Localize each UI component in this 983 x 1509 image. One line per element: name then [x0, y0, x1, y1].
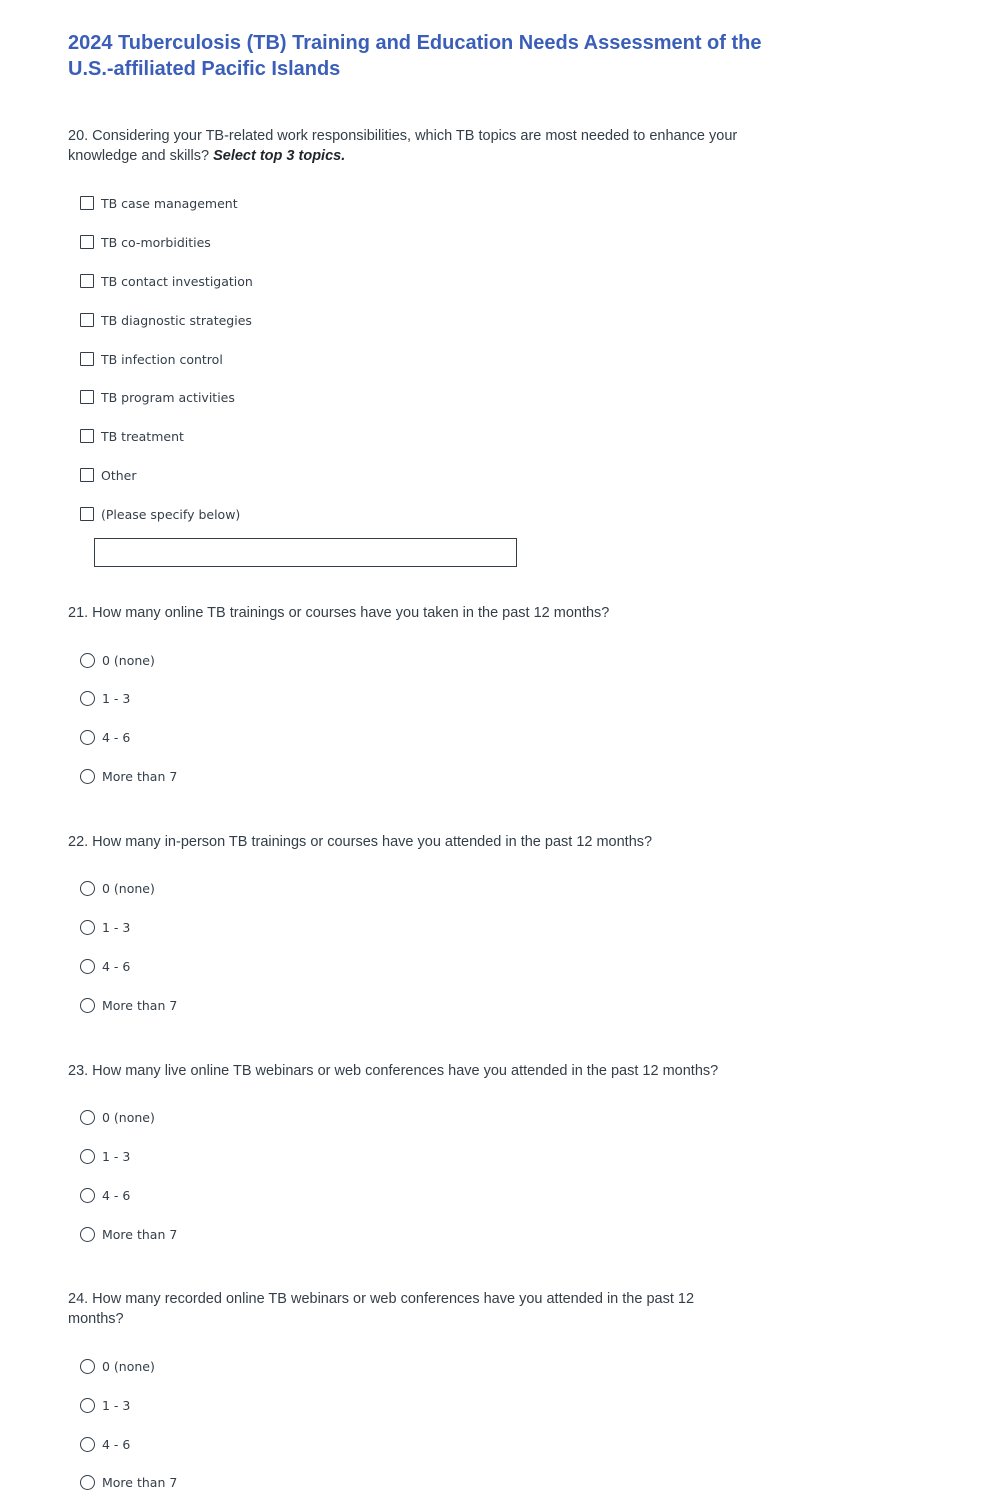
- option-label: TB contact investigation: [101, 273, 253, 289]
- option-label: More than 7: [102, 1474, 178, 1490]
- option-label: TB case management: [101, 195, 238, 211]
- radio-button[interactable]: [80, 769, 95, 784]
- q24-option-4-6[interactable]: [80, 1435, 130, 1453]
- option-label: TB diagnostic strategies: [101, 312, 252, 328]
- option-label: TB infection control: [101, 351, 223, 367]
- radio-button[interactable]: [80, 998, 95, 1013]
- radio-button[interactable]: [80, 1149, 95, 1164]
- radio-button[interactable]: [80, 920, 95, 935]
- q20-option-other[interactable]: [80, 466, 137, 484]
- option-label: 1 - 3: [102, 1148, 131, 1164]
- survey-title-line-1: 2024 Tuberculosis (TB) Training and Education Needs Assessment of the: [68, 32, 762, 54]
- option-label: 1 - 3: [102, 690, 131, 706]
- q24-option-none[interactable]: [80, 1357, 155, 1375]
- option-label: 0 (none): [102, 1358, 155, 1374]
- question-21: [68, 603, 768, 623]
- radio-button[interactable]: [80, 691, 95, 706]
- option-label: 1 - 3: [102, 1397, 131, 1413]
- checkbox[interactable]: [80, 274, 94, 288]
- radio-button[interactable]: [80, 730, 95, 745]
- radio-button[interactable]: [80, 1398, 95, 1413]
- q20-option-please-specify[interactable]: [80, 505, 240, 523]
- q22-option-4-6[interactable]: [80, 957, 130, 975]
- option-label: 0 (none): [102, 880, 155, 896]
- option-label: (Please specify below): [101, 506, 241, 522]
- question-20: [68, 126, 768, 166]
- question-23: [68, 1061, 788, 1081]
- checkbox[interactable]: [80, 507, 94, 521]
- q22-option-none[interactable]: [80, 879, 155, 897]
- radio-button[interactable]: [80, 959, 95, 974]
- radio-button[interactable]: [80, 1188, 95, 1203]
- q21-option-4-6[interactable]: [80, 728, 130, 746]
- option-label: 4 - 6: [102, 958, 131, 974]
- question-23-text: 23. How many live online TB webinars or web conferences have you attended in the past 12 months?: [68, 1063, 719, 1079]
- option-label: TB program activities: [101, 389, 235, 405]
- checkbox[interactable]: [80, 235, 94, 249]
- q20-option-diagnostic-strategies[interactable]: [80, 311, 252, 329]
- survey-title-line-2: U.S.-affiliated Pacific Islands: [68, 58, 341, 80]
- q22-option-more-than-7[interactable]: [80, 996, 177, 1014]
- q24-option-1-3[interactable]: [80, 1396, 130, 1414]
- checkbox[interactable]: [80, 313, 94, 327]
- q20-option-co-morbidities[interactable]: [80, 233, 211, 251]
- option-label: More than 7: [102, 997, 178, 1013]
- option-label: Other: [101, 467, 137, 483]
- q20-option-treatment[interactable]: [80, 427, 184, 445]
- option-label: TB treatment: [101, 428, 184, 444]
- option-label: More than 7: [102, 1226, 178, 1242]
- q21-option-1-3[interactable]: [80, 689, 130, 707]
- checkbox[interactable]: [80, 196, 94, 210]
- q22-option-1-3[interactable]: [80, 918, 130, 936]
- q23-option-1-3[interactable]: [80, 1147, 130, 1165]
- question-21-text: 21. How many online TB trainings or courses have you taken in the past 12 months?: [68, 605, 610, 621]
- option-label: 1 - 3: [102, 919, 131, 935]
- question-22: [68, 832, 768, 852]
- q20-option-contact-investigation[interactable]: [80, 272, 253, 290]
- question-20-text: 20. Considering your TB-related work responsibilities, which TB topics are most needed to enhance your knowledge and skills?: [68, 128, 738, 164]
- option-label: 0 (none): [102, 1109, 155, 1125]
- checkbox[interactable]: [80, 352, 94, 366]
- q23-option-more-than-7[interactable]: [80, 1225, 177, 1243]
- q20-other-specify-input[interactable]: [94, 538, 517, 567]
- q21-option-more-than-7[interactable]: [80, 767, 177, 785]
- radio-button[interactable]: [80, 1110, 95, 1125]
- option-label: 0 (none): [102, 652, 155, 668]
- q21-option-none[interactable]: [80, 651, 155, 669]
- question-22-text: 22. How many in-person TB trainings or courses have you attended in the past 12 months?: [68, 834, 653, 850]
- q20-option-program-activities[interactable]: [80, 388, 235, 406]
- option-label: More than 7: [102, 768, 178, 784]
- radio-button[interactable]: [80, 1227, 95, 1242]
- q24-option-more-than-7[interactable]: [80, 1473, 177, 1491]
- checkbox[interactable]: [80, 468, 94, 482]
- option-label: 4 - 6: [102, 729, 131, 745]
- q20-option-case-management[interactable]: [80, 194, 238, 212]
- question-24-text: 24. How many recorded online TB webinars or web conferences have you attended in the past 12 months?: [68, 1291, 695, 1327]
- question-20-instruction: Select top 3 topics.: [213, 148, 346, 164]
- survey-title: [68, 30, 788, 82]
- radio-button[interactable]: [80, 653, 95, 668]
- option-label: 4 - 6: [102, 1436, 131, 1452]
- question-24: [68, 1289, 748, 1329]
- checkbox[interactable]: [80, 390, 94, 404]
- radio-button[interactable]: [80, 1437, 95, 1452]
- option-label: 4 - 6: [102, 1187, 131, 1203]
- radio-button[interactable]: [80, 881, 95, 896]
- q20-option-infection-control[interactable]: [80, 350, 223, 368]
- checkbox[interactable]: [80, 429, 94, 443]
- q23-option-4-6[interactable]: [80, 1186, 130, 1204]
- radio-button[interactable]: [80, 1359, 95, 1374]
- q23-option-none[interactable]: [80, 1108, 155, 1126]
- radio-button[interactable]: [80, 1475, 95, 1490]
- option-label: TB co-morbidities: [101, 234, 211, 250]
